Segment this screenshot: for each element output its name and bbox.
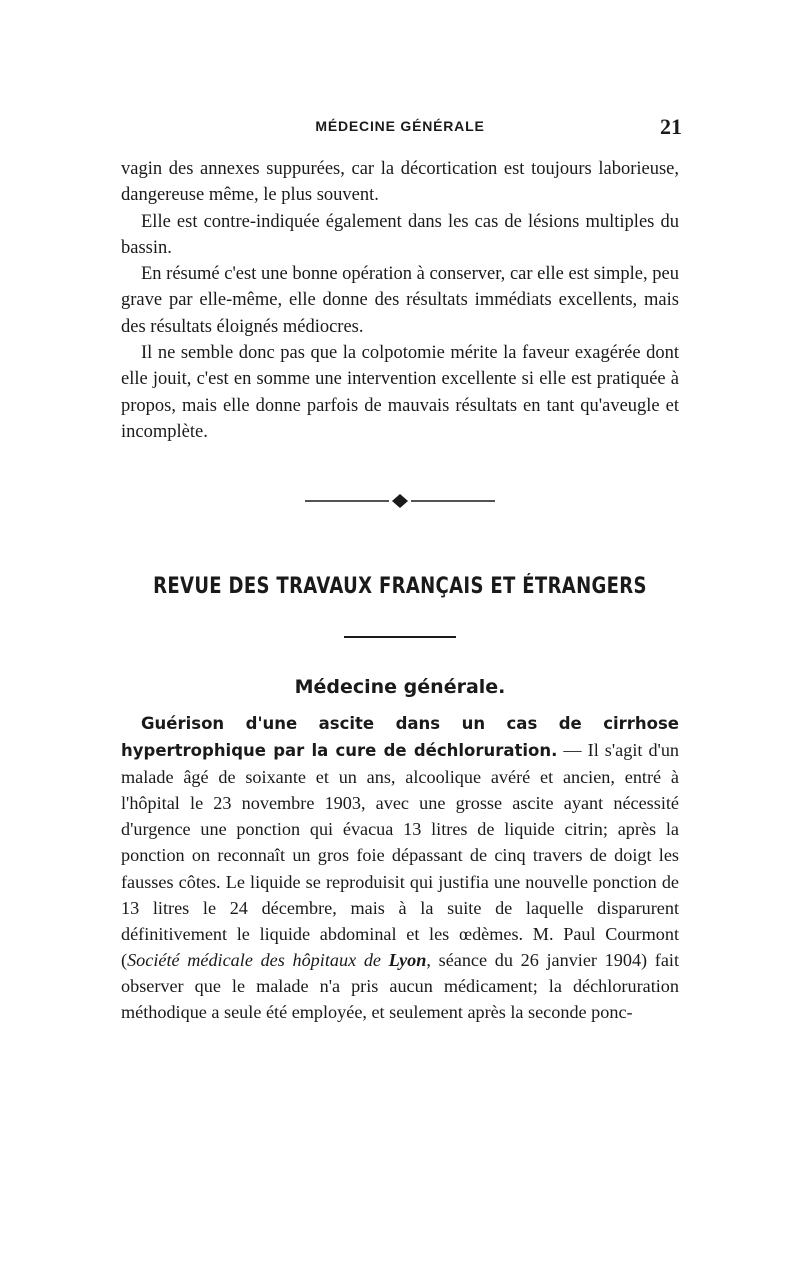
subsection-heading: Médecine générale. — [294, 676, 506, 698]
source-city: Lyon — [388, 949, 427, 970]
article — [121, 710, 679, 1025]
paragraph: Elle est contre-indiquée également dans les cas de lésions multiples du bassin. — [121, 211, 679, 258]
page-number: 21 — [660, 114, 682, 139]
intro-text — [121, 156, 679, 445]
article-paragraph — [121, 710, 679, 1025]
paragraph: Il ne semble donc pas que la colpotomie mérite la faveur exagérée dont elle jouit, c'est en somme une intervention excellente si elle est pratiquée à propos, mais elle donne parfois de mauvais résultats en tant qu'aveugle et incomplète. — [121, 343, 679, 442]
section-heading: REVUE DES TRAVAUX FRANÇAIS ET ÉTRANGERS — [153, 574, 647, 599]
source-journal: Société médicale des hôpitaux de — [127, 949, 389, 970]
article-title: Guérison d'une ascite dans un cas de cirrhose hypertrophique par la cure de déchloruration. — [121, 714, 679, 761]
running-title: MÉDECINE GÉNÉRALE — [315, 118, 485, 134]
running-head — [0, 114, 800, 144]
article-text: — Il s'agit d'un malade âgé de soixante et un ans, alcoolique avéré et ancien, entré à l'hôpital le 23 novembre 1903, avec une grosse ascite ayant nécessité d'urgence une ponction qui évacua 13 litres de liquide citrin; après la ponction on reconnaît un gros foie dépassant de cinq travers de doigt les fausses côtes. Le liquide se reproduisit qui justifia une nouvelle ponction de 13 litres le 24 décembre, mais à la suite de laquelle disparurent définitivement le liquide abdominal et les œdèmes. M. Paul Courmont ( — [121, 740, 680, 970]
ornament-rule-icon — [305, 493, 495, 509]
section-divider — [344, 636, 456, 638]
article-text-continued: , séance du 26 janvier 1904) fait observer que le malade n'a pris aucun médicament; la déchloruration méthodique a seule été employée, et seulement après la seconde ponc- — [121, 949, 680, 1023]
paragraph: vagin des annexes suppurées, car la décortication est toujours laborieuse, dangereuse même, le plus souvent. — [121, 159, 679, 206]
paragraph: En résumé c'est une bonne opération à conserver, car elle est simple, peu grave par elle-même, elle donne des résultats immédiats excellents, mais des résultats éloignés médiocres. — [121, 264, 679, 337]
